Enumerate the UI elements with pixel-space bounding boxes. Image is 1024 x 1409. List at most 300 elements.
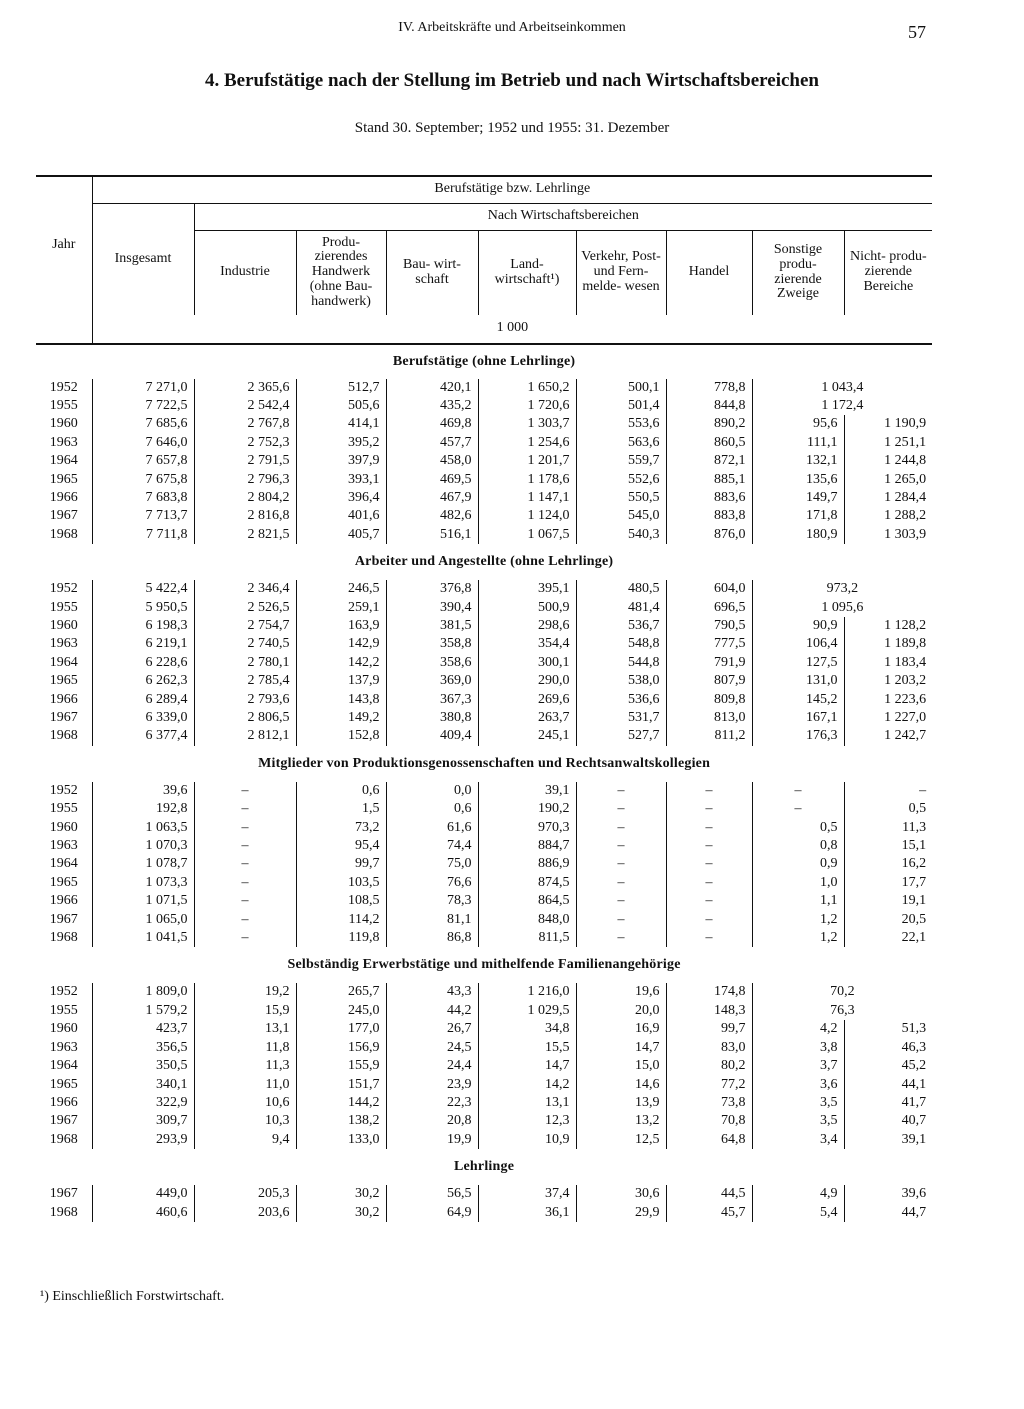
- cell-bauwirtschaft: 381,5: [386, 617, 478, 635]
- cell-handel: 811,2: [666, 727, 752, 745]
- cell-industrie: 10,3: [194, 1112, 296, 1130]
- cell-landwirtschaft: 263,7: [478, 709, 576, 727]
- cell-verkehr: –: [576, 911, 666, 929]
- col-header-jahr: Jahr: [36, 176, 92, 315]
- cell-verkehr: 20,0: [576, 1002, 666, 1020]
- cell-landwirtschaft: 1 147,1: [478, 489, 576, 507]
- cell-insgesamt: 192,8: [92, 800, 194, 818]
- cell-jahr: 1963: [49, 434, 78, 450]
- cell-verkehr: 16,9: [576, 1020, 666, 1038]
- cell-sonstige: 1,1: [752, 892, 844, 910]
- cell-bauwirtschaft: 19,9: [386, 1131, 478, 1149]
- cell-verkehr: –: [576, 819, 666, 837]
- section-title: Lehrlinge: [453, 1159, 515, 1175]
- cell-sonstige: 3,4: [752, 1131, 844, 1149]
- cell-jahr: 1967: [49, 508, 78, 524]
- cell-nicht-produzierende: 46,3: [844, 1039, 932, 1057]
- cell-jahr: 1965: [49, 874, 78, 890]
- cell-insgesamt: 356,5: [92, 1039, 194, 1057]
- cell-nicht-produzierende: –: [844, 782, 932, 800]
- cell-insgesamt: 340,1: [92, 1076, 194, 1094]
- cell-industrie: 2 542,4: [194, 397, 296, 415]
- cell-bauwirtschaft: 56,5: [386, 1185, 478, 1203]
- cell-handwerk: 73,2: [296, 819, 386, 837]
- table-row: [36, 1112, 932, 1130]
- cell-verkehr: 15,0: [576, 1057, 666, 1075]
- cell-landwirtschaft: 34,8: [478, 1020, 576, 1038]
- cell-landwirtschaft: 874,5: [478, 874, 576, 892]
- cell-industrie: 2 806,5: [194, 709, 296, 727]
- cell-insgesamt: 7 683,8: [92, 489, 194, 507]
- cell-handwerk: 177,0: [296, 1020, 386, 1038]
- cell-handel: 99,7: [666, 1020, 752, 1038]
- cell-jahr: 1966: [49, 489, 78, 505]
- cell-industrie: 2 791,5: [194, 452, 296, 470]
- statistics-table: [36, 175, 932, 1222]
- cell-sonstige: 176,3: [752, 727, 844, 745]
- cell-insgesamt: 1 809,0: [92, 983, 194, 1001]
- cell-handwerk: 245,0: [296, 1002, 386, 1020]
- running-head: IV. Arbeitskräfte und Arbeitseinkommen: [398, 20, 626, 35]
- cell-bauwirtschaft: 24,4: [386, 1057, 478, 1075]
- cell-jahr: 1960: [49, 416, 78, 432]
- cell-bauwirtschaft: 409,4: [386, 727, 478, 745]
- unit-spacer: [36, 315, 92, 344]
- table-row: [36, 1002, 932, 1020]
- cell-verkehr: 552,6: [576, 471, 666, 489]
- cell-sonstige-nicht-produzierende: 1 095,6: [752, 599, 932, 617]
- cell-sonstige: 0,8: [752, 837, 844, 855]
- table-row: [36, 1039, 932, 1057]
- cell-jahr: 1968: [49, 526, 78, 542]
- cell-jahr: 1963: [49, 1039, 78, 1055]
- cell-jahr: 1967: [49, 911, 78, 927]
- cell-jahr: 1967: [49, 1113, 78, 1129]
- section-title: Arbeiter und Angestellte (ohne Lehrlinge): [354, 554, 614, 570]
- cell-bauwirtschaft: 44,2: [386, 1002, 478, 1020]
- cell-landwirtschaft: 848,0: [478, 911, 576, 929]
- cell-handel: 44,5: [666, 1185, 752, 1203]
- cell-handwerk: 401,6: [296, 507, 386, 525]
- cell-nicht-produzierende: 44,1: [844, 1076, 932, 1094]
- cell-industrie: 2 767,8: [194, 415, 296, 433]
- cell-handel: –: [666, 874, 752, 892]
- cell-sonstige: 5,4: [752, 1204, 844, 1222]
- cell-jahr: 1952: [49, 379, 78, 395]
- cell-industrie: 9,4: [194, 1131, 296, 1149]
- col-header-industrie: Industrie: [194, 230, 296, 315]
- cell-insgesamt: 322,9: [92, 1094, 194, 1112]
- cell-sonstige: 3,6: [752, 1076, 844, 1094]
- cell-industrie: –: [194, 855, 296, 873]
- cell-bauwirtschaft: 457,7: [386, 434, 478, 452]
- cell-industrie: –: [194, 837, 296, 855]
- cell-sonstige-nicht-produzierende: 973,2: [752, 580, 932, 598]
- cell-jahr: 1963: [49, 838, 78, 854]
- cell-verkehr: 540,3: [576, 526, 666, 544]
- section-header-row: [36, 947, 932, 983]
- col-header-verkehr: Verkehr, Post- und Fern- melde- wesen: [576, 230, 666, 315]
- cell-nicht-produzierende: 1 284,4: [844, 489, 932, 507]
- cell-industrie: 2 785,4: [194, 672, 296, 690]
- table-row: [36, 489, 932, 507]
- table-row: [36, 874, 932, 892]
- table-row: [36, 397, 932, 415]
- cell-insgesamt: 6 198,3: [92, 617, 194, 635]
- cell-insgesamt: 5 422,4: [92, 580, 194, 598]
- cell-insgesamt: 1 041,5: [92, 929, 194, 947]
- cell-bauwirtschaft: 469,8: [386, 415, 478, 433]
- cell-handel: 860,5: [666, 434, 752, 452]
- cell-industrie: 11,3: [194, 1057, 296, 1075]
- cell-nicht-produzierende: 1 265,0: [844, 471, 932, 489]
- cell-jahr: 1966: [49, 1094, 78, 1110]
- cell-industrie: 2 821,5: [194, 526, 296, 544]
- cell-nicht-produzierende: 1 189,8: [844, 635, 932, 653]
- table-row: [36, 892, 932, 910]
- cell-sonstige: 111,1: [752, 434, 844, 452]
- table-row: [36, 434, 932, 452]
- cell-jahr: 1964: [49, 1058, 78, 1074]
- table-row: [36, 526, 932, 544]
- cell-handel: 80,2: [666, 1057, 752, 1075]
- cell-industrie: 2 754,7: [194, 617, 296, 635]
- cell-insgesamt: 7 711,8: [92, 526, 194, 544]
- cell-handel: 174,8: [666, 983, 752, 1001]
- cell-verkehr: 559,7: [576, 452, 666, 470]
- unit-label: 1 000: [92, 315, 932, 344]
- cell-handel: 64,8: [666, 1131, 752, 1149]
- cell-landwirtschaft: 190,2: [478, 800, 576, 818]
- table-row: [36, 727, 932, 745]
- section-header-row: [36, 544, 932, 580]
- cell-nicht-produzierende: 51,3: [844, 1020, 932, 1038]
- cell-handel: 807,9: [666, 672, 752, 690]
- table-row: [36, 1204, 932, 1222]
- cell-nicht-produzierende: 1 251,1: [844, 434, 932, 452]
- cell-handel: –: [666, 800, 752, 818]
- cell-sonstige: 1,2: [752, 911, 844, 929]
- cell-handel: 872,1: [666, 452, 752, 470]
- table-row: [36, 1020, 932, 1038]
- cell-insgesamt: 7 657,8: [92, 452, 194, 470]
- table-row: [36, 855, 932, 873]
- table-row: [36, 1185, 932, 1203]
- cell-handwerk: 30,2: [296, 1204, 386, 1222]
- cell-bauwirtschaft: 367,3: [386, 691, 478, 709]
- cell-bauwirtschaft: 0,0: [386, 782, 478, 800]
- cell-landwirtschaft: 864,5: [478, 892, 576, 910]
- cell-handwerk: 505,6: [296, 397, 386, 415]
- cell-nicht-produzierende: 1 227,0: [844, 709, 932, 727]
- cell-industrie: 205,3: [194, 1185, 296, 1203]
- col-header-landwirtschaft: Land- wirtschaft¹): [478, 230, 576, 315]
- cell-industrie: 15,9: [194, 1002, 296, 1020]
- cell-verkehr: 545,0: [576, 507, 666, 525]
- table-row: [36, 819, 932, 837]
- cell-insgesamt: 1 070,3: [92, 837, 194, 855]
- cell-landwirtschaft: 1 254,6: [478, 434, 576, 452]
- cell-landwirtschaft: 290,0: [478, 672, 576, 690]
- cell-nicht-produzierende: 0,5: [844, 800, 932, 818]
- table-row: [36, 507, 932, 525]
- cell-landwirtschaft: 300,1: [478, 654, 576, 672]
- cell-handwerk: 259,1: [296, 599, 386, 617]
- cell-insgesamt: 6 289,4: [92, 691, 194, 709]
- cell-handel: 813,0: [666, 709, 752, 727]
- cell-nicht-produzierende: 17,7: [844, 874, 932, 892]
- cell-sonstige: 180,9: [752, 526, 844, 544]
- cell-landwirtschaft: 500,9: [478, 599, 576, 617]
- cell-insgesamt: 6 228,6: [92, 654, 194, 672]
- cell-landwirtschaft: 14,2: [478, 1076, 576, 1094]
- cell-handwerk: 144,2: [296, 1094, 386, 1112]
- cell-insgesamt: 1 579,2: [92, 1002, 194, 1020]
- col-header-sonstige: Sonstige produ- zierende Zweige: [752, 230, 844, 315]
- cell-handel: –: [666, 837, 752, 855]
- cell-nicht-produzierende: 11,3: [844, 819, 932, 837]
- cell-handwerk: 396,4: [296, 489, 386, 507]
- cell-handwerk: 397,9: [296, 452, 386, 470]
- cell-handel: 604,0: [666, 580, 752, 598]
- cell-industrie: 10,6: [194, 1094, 296, 1112]
- cell-jahr: 1960: [49, 819, 78, 835]
- cell-handwerk: 156,9: [296, 1039, 386, 1057]
- cell-verkehr: 480,5: [576, 580, 666, 598]
- cell-handwerk: 163,9: [296, 617, 386, 635]
- cell-landwirtschaft: 884,7: [478, 837, 576, 855]
- cell-sonstige: 4,9: [752, 1185, 844, 1203]
- cell-jahr: 1968: [49, 930, 78, 946]
- cell-insgesamt: 423,7: [92, 1020, 194, 1038]
- cell-verkehr: –: [576, 782, 666, 800]
- cell-industrie: –: [194, 911, 296, 929]
- cell-sonstige-nicht-produzierende: 1 172,4: [752, 397, 932, 415]
- cell-handwerk: 155,9: [296, 1057, 386, 1075]
- cell-handwerk: 152,8: [296, 727, 386, 745]
- cell-bauwirtschaft: 482,6: [386, 507, 478, 525]
- cell-handel: 809,8: [666, 691, 752, 709]
- table-row: [36, 580, 932, 598]
- table-row: [36, 1076, 932, 1094]
- cell-landwirtschaft: 1 720,6: [478, 397, 576, 415]
- col-header-insgesamt: Insgesamt: [92, 203, 194, 315]
- section-header-row: [36, 344, 932, 379]
- cell-verkehr: 30,6: [576, 1185, 666, 1203]
- cell-handwerk: 142,2: [296, 654, 386, 672]
- cell-handwerk: 149,2: [296, 709, 386, 727]
- cell-handel: 876,0: [666, 526, 752, 544]
- cell-insgesamt: 7 713,7: [92, 507, 194, 525]
- section-title: Selbständig Erwerbstätige und mithelfende Familienangehörige: [287, 957, 681, 973]
- cell-jahr: 1952: [49, 581, 78, 597]
- cell-bauwirtschaft: 376,8: [386, 580, 478, 598]
- cell-bauwirtschaft: 358,6: [386, 654, 478, 672]
- cell-jahr: 1963: [49, 636, 78, 652]
- cell-landwirtschaft: 1 029,5: [478, 1002, 576, 1020]
- table-row: [36, 471, 932, 489]
- cell-verkehr: 544,8: [576, 654, 666, 672]
- cell-sonstige: 1,2: [752, 929, 844, 947]
- cell-industrie: 2 526,5: [194, 599, 296, 617]
- cell-bauwirtschaft: 86,8: [386, 929, 478, 947]
- cell-nicht-produzierende: 1 303,9: [844, 526, 932, 544]
- cell-industrie: –: [194, 929, 296, 947]
- cell-sonstige: 3,8: [752, 1039, 844, 1057]
- cell-insgesamt: 460,6: [92, 1204, 194, 1222]
- cell-nicht-produzierende: 44,7: [844, 1204, 932, 1222]
- cell-sonstige: 145,2: [752, 691, 844, 709]
- table-row: [36, 1131, 932, 1149]
- cell-verkehr: 563,6: [576, 434, 666, 452]
- cell-verkehr: 14,6: [576, 1076, 666, 1094]
- cell-industrie: 2 816,8: [194, 507, 296, 525]
- cell-landwirtschaft: 14,7: [478, 1057, 576, 1075]
- cell-verkehr: –: [576, 837, 666, 855]
- cell-nicht-produzierende: 1 242,7: [844, 727, 932, 745]
- cell-industrie: 2 740,5: [194, 635, 296, 653]
- cell-handwerk: 119,8: [296, 929, 386, 947]
- cell-bauwirtschaft: 20,8: [386, 1112, 478, 1130]
- cell-industrie: –: [194, 800, 296, 818]
- cell-nicht-produzierende: 1 128,2: [844, 617, 932, 635]
- cell-insgesamt: 6 339,0: [92, 709, 194, 727]
- cell-landwirtschaft: 15,5: [478, 1039, 576, 1057]
- cell-handwerk: 265,7: [296, 983, 386, 1001]
- cell-landwirtschaft: 1 067,5: [478, 526, 576, 544]
- cell-landwirtschaft: 12,3: [478, 1112, 576, 1130]
- cell-nicht-produzierende: 15,1: [844, 837, 932, 855]
- cell-industrie: –: [194, 782, 296, 800]
- cell-industrie: –: [194, 874, 296, 892]
- table-row: [36, 709, 932, 727]
- cell-handel: 45,7: [666, 1204, 752, 1222]
- cell-landwirtschaft: 1 650,2: [478, 379, 576, 397]
- table-row: [36, 1057, 932, 1075]
- cell-insgesamt: 293,9: [92, 1131, 194, 1149]
- table-header: [36, 176, 932, 344]
- cell-bauwirtschaft: 358,8: [386, 635, 478, 653]
- cell-sonstige: 95,6: [752, 415, 844, 433]
- cell-verkehr: 29,9: [576, 1204, 666, 1222]
- cell-handel: 790,5: [666, 617, 752, 635]
- cell-handwerk: 1,5: [296, 800, 386, 818]
- table-row: [36, 1094, 932, 1112]
- cell-industrie: 203,6: [194, 1204, 296, 1222]
- cell-insgesamt: 7 675,8: [92, 471, 194, 489]
- table-row: [36, 691, 932, 709]
- cell-handwerk: 405,7: [296, 526, 386, 544]
- cell-handwerk: 137,9: [296, 672, 386, 690]
- cell-nicht-produzierende: 1 183,4: [844, 654, 932, 672]
- cell-bauwirtschaft: 420,1: [386, 379, 478, 397]
- cell-sonstige: 132,1: [752, 452, 844, 470]
- cell-handel: 70,8: [666, 1112, 752, 1130]
- cell-jahr: 1964: [49, 654, 78, 670]
- cell-sonstige: 90,9: [752, 617, 844, 635]
- cell-jahr: 1964: [49, 453, 78, 469]
- cell-sonstige: 167,1: [752, 709, 844, 727]
- cell-verkehr: 19,6: [576, 983, 666, 1001]
- table-row: [36, 837, 932, 855]
- cell-landwirtschaft: 10,9: [478, 1131, 576, 1149]
- cell-verkehr: 536,6: [576, 691, 666, 709]
- cell-industrie: 2 796,3: [194, 471, 296, 489]
- cell-handwerk: 95,4: [296, 837, 386, 855]
- cell-jahr: 1960: [49, 617, 78, 633]
- cell-sonstige: 131,0: [752, 672, 844, 690]
- cell-landwirtschaft: 886,9: [478, 855, 576, 873]
- cell-sonstige: 171,8: [752, 507, 844, 525]
- cell-landwirtschaft: 1 303,7: [478, 415, 576, 433]
- cell-handel: –: [666, 855, 752, 873]
- cell-insgesamt: 309,7: [92, 1112, 194, 1130]
- cell-verkehr: 13,9: [576, 1094, 666, 1112]
- cell-jahr: 1952: [49, 782, 78, 798]
- cell-verkehr: 531,7: [576, 709, 666, 727]
- cell-industrie: 2 793,6: [194, 691, 296, 709]
- cell-sonstige: 127,5: [752, 654, 844, 672]
- cell-landwirtschaft: 1 216,0: [478, 983, 576, 1001]
- cell-verkehr: 12,5: [576, 1131, 666, 1149]
- cell-handwerk: 108,5: [296, 892, 386, 910]
- cell-insgesamt: 5 950,5: [92, 599, 194, 617]
- cell-jahr: 1964: [49, 856, 78, 872]
- cell-industrie: 2 365,6: [194, 379, 296, 397]
- col-header-handwerk: Produ- zierendes Handwerk (ohne Bau- handwerk): [296, 230, 386, 315]
- cell-handel: 778,8: [666, 379, 752, 397]
- cell-nicht-produzierende: 22,1: [844, 929, 932, 947]
- cell-jahr: 1965: [49, 673, 78, 689]
- cell-nicht-produzierende: 20,5: [844, 911, 932, 929]
- cell-handwerk: 99,7: [296, 855, 386, 873]
- cell-verkehr: 527,7: [576, 727, 666, 745]
- cell-landwirtschaft: 37,4: [478, 1185, 576, 1203]
- cell-sonstige: 0,9: [752, 855, 844, 873]
- cell-industrie: –: [194, 892, 296, 910]
- cell-verkehr: 501,4: [576, 397, 666, 415]
- table-subtitle: Stand 30. September; 1952 und 1955: 31. Dezember: [354, 120, 670, 136]
- cell-nicht-produzierende: 1 203,2: [844, 672, 932, 690]
- cell-handel: 777,5: [666, 635, 752, 653]
- cell-sonstige: 1,0: [752, 874, 844, 892]
- cell-verkehr: 13,2: [576, 1112, 666, 1130]
- cell-insgesamt: 7 685,6: [92, 415, 194, 433]
- cell-insgesamt: 6 377,4: [92, 727, 194, 745]
- cell-verkehr: –: [576, 855, 666, 873]
- table-row: [36, 911, 932, 929]
- cell-nicht-produzierende: 1 223,6: [844, 691, 932, 709]
- table-row: [36, 635, 932, 653]
- cell-handel: –: [666, 892, 752, 910]
- cell-verkehr: 550,5: [576, 489, 666, 507]
- cell-verkehr: 553,6: [576, 415, 666, 433]
- cell-bauwirtschaft: 22,3: [386, 1094, 478, 1112]
- table-row: [36, 599, 932, 617]
- cell-sonstige-nicht-produzierende: 76,3: [752, 1002, 932, 1020]
- cell-jahr: 1955: [49, 801, 78, 817]
- cell-bauwirtschaft: 435,2: [386, 397, 478, 415]
- cell-bauwirtschaft: 43,3: [386, 983, 478, 1001]
- cell-nicht-produzierende: 39,6: [844, 1185, 932, 1203]
- cell-landwirtschaft: 1 124,0: [478, 507, 576, 525]
- cell-nicht-produzierende: 1 190,9: [844, 415, 932, 433]
- cell-landwirtschaft: 13,1: [478, 1094, 576, 1112]
- cell-handel: –: [666, 911, 752, 929]
- cell-bauwirtschaft: 23,9: [386, 1076, 478, 1094]
- cell-handel: 696,5: [666, 599, 752, 617]
- cell-industrie: 2 780,1: [194, 654, 296, 672]
